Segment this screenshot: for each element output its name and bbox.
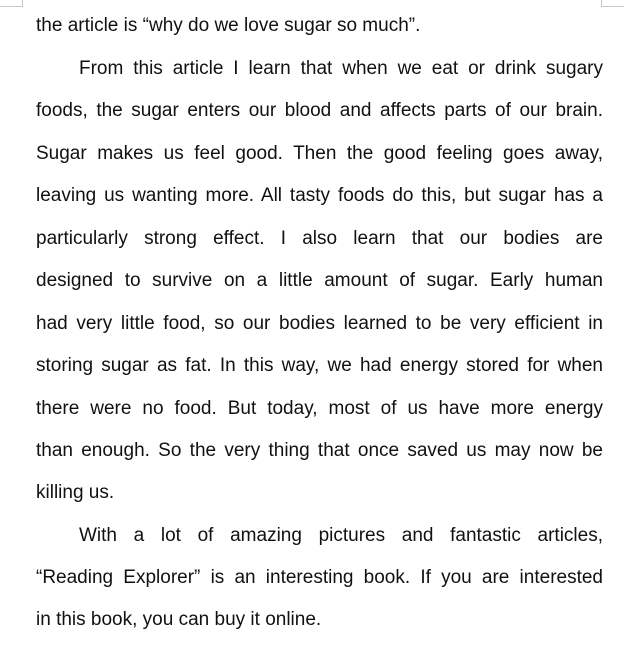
- paragraph-2-line-1: From this article I learn that when we eat or drink sugary: [79, 58, 603, 79]
- paragraph-3-line-2: “Reading Explorer” is an interesting book. If you are interested: [36, 567, 603, 588]
- paragraph-3-line-3: in this book, you can buy it online.: [36, 609, 322, 630]
- paragraph-2-line-2: foods, the sugar enters our blood and affects parts of our brain.: [36, 100, 603, 121]
- paragraph-2-line-6: designed to survive on a little amount of sugar. Early human: [36, 270, 603, 291]
- paragraph-2-line-4: leaving us wanting more. All tasty foods do this, but sugar has a: [36, 185, 603, 206]
- paragraph-2-line-7: had very little food, so our bodies learned to be very efficient in: [36, 313, 603, 334]
- paragraph-3-line-1: With a lot of amazing pictures and fantastic articles,: [79, 525, 603, 546]
- paragraph-2-line-10: than enough. So the very thing that once saved us may now be: [36, 440, 603, 461]
- paragraph-2-line-11: killing us.: [36, 482, 115, 503]
- paragraph-2-line-3: Sugar makes us feel good. Then the good feeling goes away,: [36, 143, 603, 164]
- paragraph-2-line-8: storing sugar as fat. In this way, we had energy stored for when: [36, 355, 603, 376]
- paragraph-1-line-1: the article is “why do we love sugar so much”.: [36, 15, 421, 36]
- margin-corner-mark-left: [0, 0, 23, 7]
- margin-corner-mark-right: [601, 0, 624, 7]
- paragraph-2-line-5: particularly strong effect. I also learn that our bodies are: [36, 228, 603, 249]
- paragraph-2-line-9: there were no food. But today, most of us have more energy: [36, 398, 603, 419]
